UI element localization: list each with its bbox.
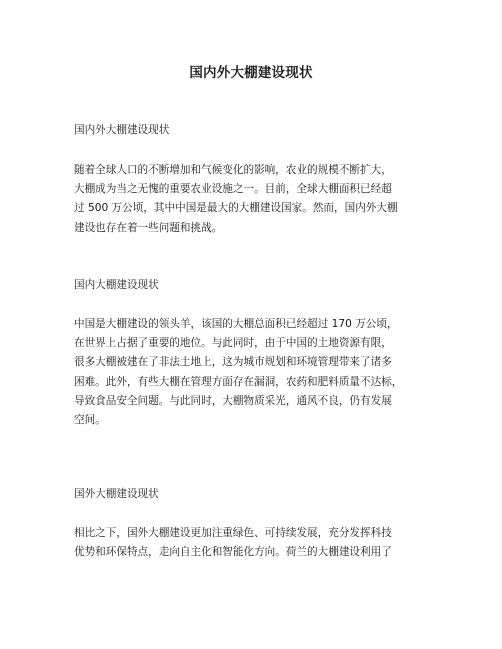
paragraph-line: 在世界上占据了重要的地位。与此同时，由于中国的土地资源有限，	[74, 337, 392, 350]
section-heading-domestic: 国内大棚建设现状	[74, 279, 159, 291]
paragraph-line: 优势和环保特点，走向自主化和智能化方向。荷兰的大棚建设利用了	[74, 546, 392, 559]
section-paragraph-domestic	[74, 315, 402, 430]
section-paragraph-foreign	[74, 524, 392, 562]
paragraph-line: 空间。	[74, 413, 106, 426]
paragraph-line: 导致食品安全问题。与此同时，大棚物质采光，通风不良，仍有发展	[74, 394, 392, 407]
paragraph-line: 很多大棚被建在了非法土地上，这为城市规划和环境管理带来了诸多	[74, 356, 392, 369]
section-heading-foreign: 国外大棚建设现状	[74, 488, 159, 500]
paragraph-line: 随着全球人口的不断增加和气候变化的影响，农业的规模不断扩大，	[74, 164, 392, 176]
document-title: 国内外大棚建设现状	[189, 65, 313, 81]
paragraph-line: 中国是大棚建设的领头羊，该国的大棚总面积已经超过 170 万公顷，	[74, 318, 398, 330]
paragraph-line: 困难。此外，有些大棚在管理方面存在漏洞，农药和肥料质量不达标，	[74, 375, 403, 388]
paragraph-line: 建设也存在着一些问题和挑战。	[74, 221, 223, 234]
paragraph-line: 相比之下，国外大棚建设更加注重绿色、可持续发展，充分发挥科技	[74, 527, 392, 539]
section-heading-overview: 国内外大棚建设现状	[74, 124, 170, 136]
paragraph-line: 大棚成为当之无愧的重要农业设施之一。目前，全球大棚面积已经超	[74, 183, 392, 196]
section-paragraph-overview	[74, 161, 398, 238]
paragraph-line: 过 500 万公顷，其中中国是最大的大棚建设国家。然而，国内外大棚	[74, 202, 398, 215]
